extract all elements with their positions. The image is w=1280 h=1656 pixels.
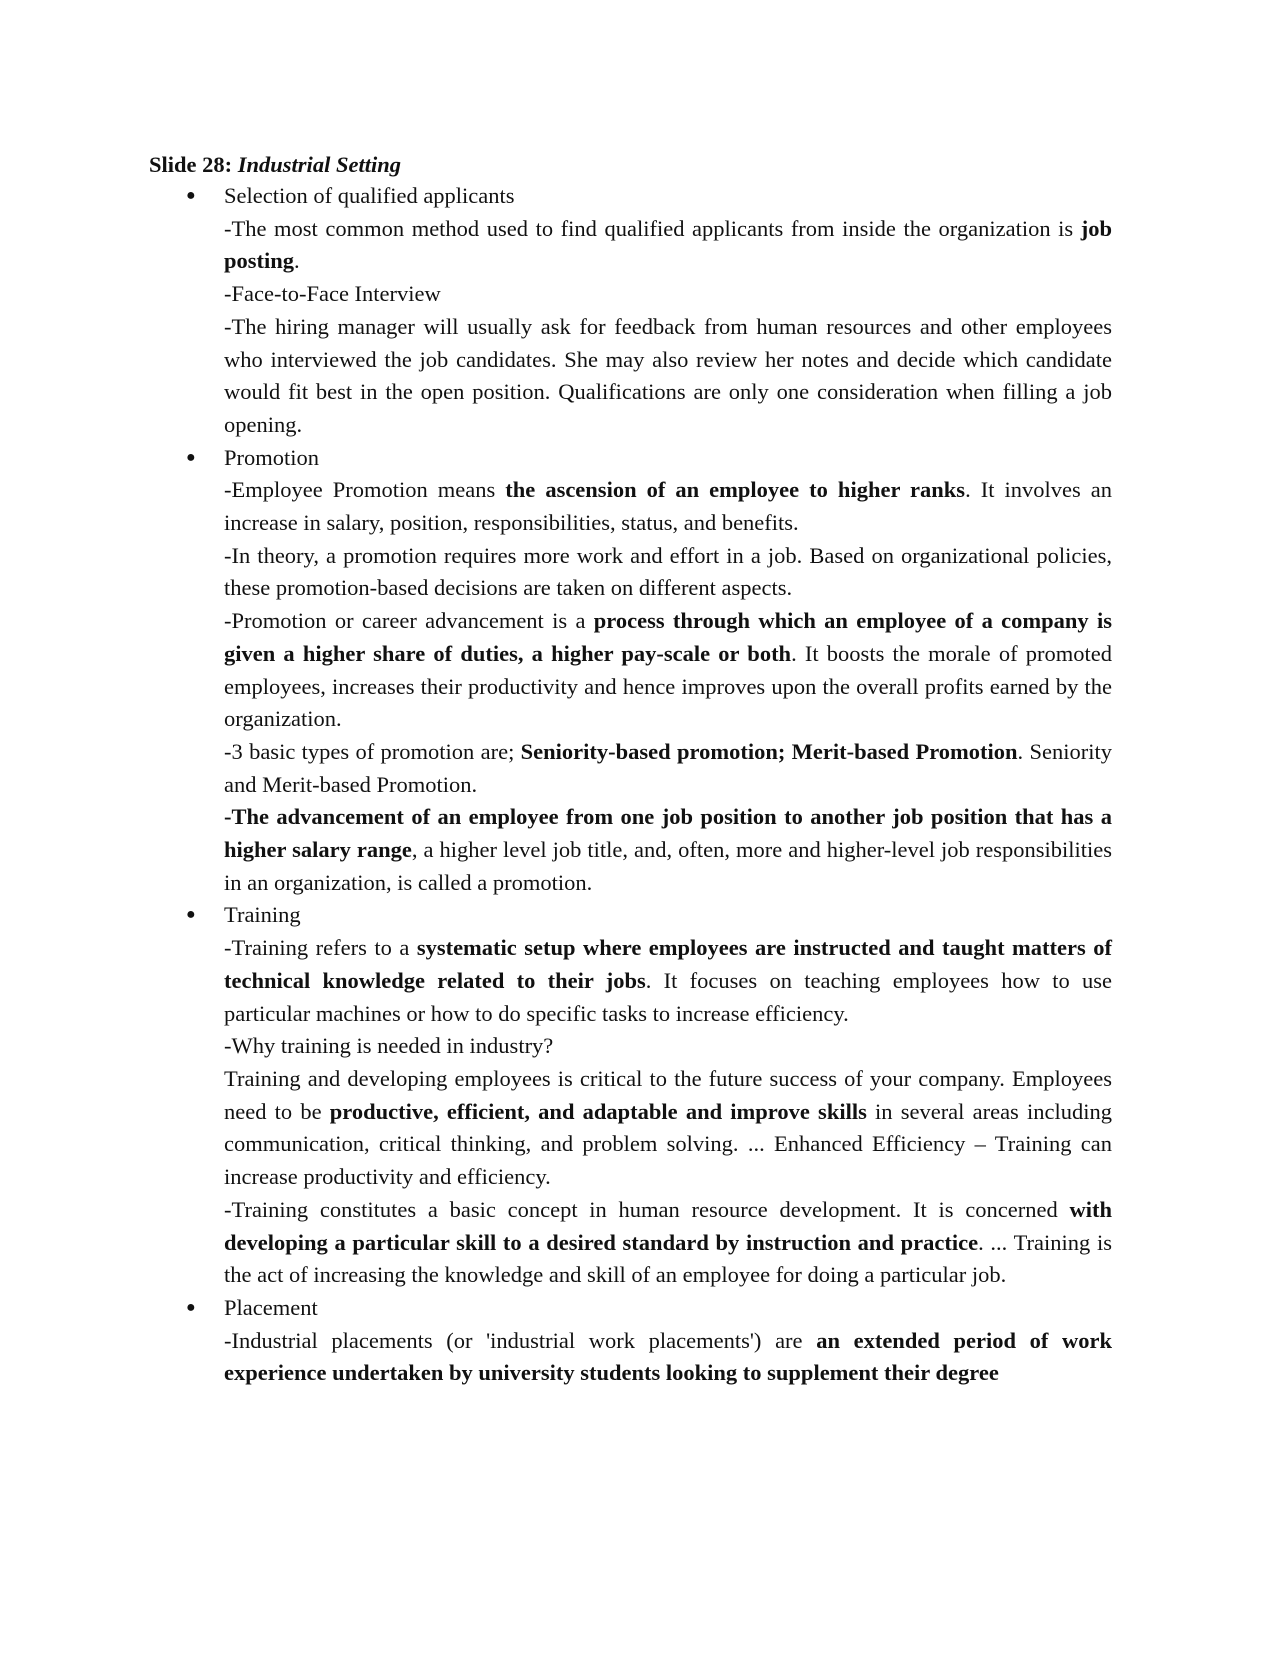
bullet-list — [186, 180, 1113, 1390]
bold-text: with developing a particular skill to a desired standard by instruction and practice — [224, 1196, 1112, 1255]
slide-title — [149, 148, 401, 181]
text-run: -3 basic types of promotion are; — [224, 738, 521, 764]
paragraph — [224, 736, 1112, 801]
bold-text: productive, efficient, and adaptable and improve skills — [329, 1098, 867, 1124]
section-heading: Training — [224, 902, 301, 928]
paragraph — [224, 213, 1112, 278]
list-item — [186, 899, 1112, 1291]
paragraph — [224, 1063, 1112, 1194]
slide-label: Slide 28: — [149, 152, 233, 177]
text-run: . It focuses on teaching employees how to use particular machines or how to do specific tasks to increase efficiency. — [224, 967, 1112, 1026]
text-run: -Industrial placements (or 'industrial work placements') are — [224, 1327, 817, 1353]
text-run: -Why training is needed in industry? — [224, 1033, 554, 1059]
section-heading: Selection of qualified applicants — [224, 183, 515, 208]
text-run: Training and developing employees is critical to the future success of your company. Employees need to be — [224, 1065, 1112, 1124]
bold-text: Seniority-based promotion; Merit-based Promotion — [520, 738, 1018, 764]
text-run: -Training refers to a — [224, 935, 417, 961]
text-run: -In theory, a promotion requires more work and effort in a job. Based on organizational policies, these promotion-based decisions are taken on different aspects. — [224, 542, 1112, 601]
paragraph — [224, 932, 1112, 1030]
paragraph — [224, 1325, 1112, 1390]
paragraph — [224, 1030, 1112, 1063]
paragraph — [224, 1194, 1112, 1292]
text-run: -Employee Promotion means — [224, 477, 506, 503]
paragraph — [224, 540, 1112, 605]
list-item — [186, 1292, 1113, 1390]
text-run: . — [294, 248, 300, 274]
paragraph — [224, 605, 1112, 736]
bold-text: the ascension of an employee to higher ranks — [505, 477, 966, 503]
bullet-icon: ● — [186, 1298, 196, 1316]
paragraph — [224, 474, 1112, 539]
bold-text: job posting — [224, 215, 1112, 274]
bullet-icon: ● — [186, 448, 196, 466]
section-heading: Placement — [224, 1294, 318, 1320]
text-run: -Face-to-Face Interview — [224, 281, 441, 307]
bold-text: an extended period of work experience undertaken by university students looking to supplement their degree — [224, 1327, 1113, 1386]
paragraph — [224, 311, 1112, 442]
paragraph — [224, 801, 1112, 899]
text-run: , a higher level job title, and, often, more and higher-level job responsibilities in an organization, is called a promotion. — [224, 837, 1112, 895]
text-run: in several areas including communication, critical thinking, and problem solving. ... Enhanced Efficiency – Training can increase productivity and efficiency. — [224, 1098, 1112, 1190]
bold-text: -The advancement of an employee from one job position to another job position that has a higher salary range — [224, 804, 1112, 863]
list-item — [186, 180, 1112, 442]
text-run: -The most common method used to find qualified applicants from inside the organization is — [224, 215, 1081, 241]
slide-topic: Industrial Setting — [237, 152, 401, 177]
section-heading: Promotion — [224, 444, 320, 470]
paragraph — [224, 278, 1112, 311]
bold-text: systematic setup where employees are instructed and taught matters of technical knowledge related to their jobs — [224, 935, 1112, 993]
text-run: -Training constitutes a basic concept in human resource development. It is concerned — [224, 1196, 1070, 1222]
bullet-icon: ● — [186, 906, 196, 924]
text-run: -The hiring manager will usually ask for feedback from human resources and other employees who interviewed the job candidates. She may also review her notes and decide which candidate would fit best in the open position. Qualifications are only one consideration when filling a job opening. — [224, 313, 1112, 437]
text-run: . It involves an increase in salary, position, responsibilities, status, and benefits. — [224, 477, 1113, 536]
text-run: -Promotion or career advancement is a — [224, 608, 594, 634]
text-run: . It boosts the morale of promoted employees, increases their productivity and hence improves upon the overall profits earned by the organization. — [224, 640, 1112, 732]
text-run: . ... Training is the act of increasing the knowledge and skill of an employee for doing a particular job. — [224, 1229, 1112, 1288]
bullet-icon: ● — [186, 187, 196, 204]
text-run: . Seniority and Merit-based Promotion. — [224, 738, 1112, 797]
list-item — [186, 442, 1113, 900]
bold-text: process through which an employee of a company is given a higher share of duties, a higher pay-scale or both — [224, 608, 1112, 666]
